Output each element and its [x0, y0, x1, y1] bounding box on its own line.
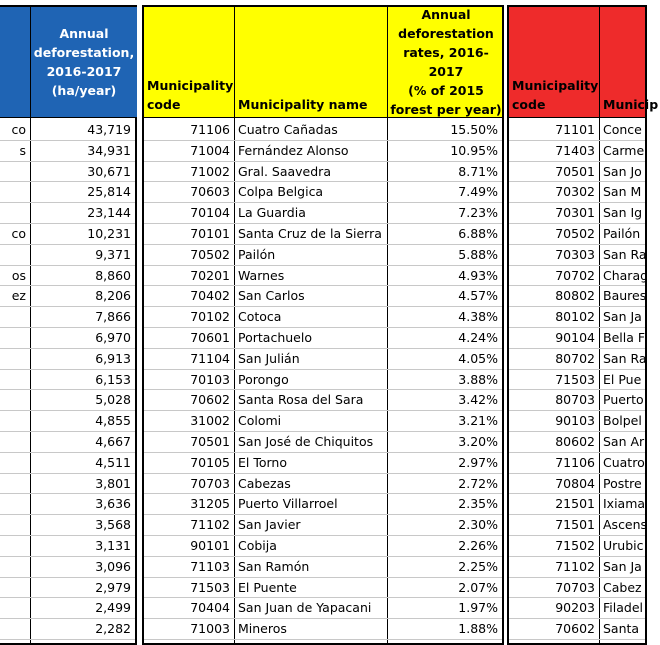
- table-row: [144, 328, 502, 349]
- municipality-name-cell: Filadel: [603, 600, 643, 616]
- municipality-name-cell: Baures: [603, 288, 647, 304]
- table-row: [144, 432, 502, 453]
- municipality-code-cell: 80602: [555, 434, 595, 449]
- middle-header-code: Municipality code: [147, 78, 234, 112]
- table-row: [0, 370, 135, 391]
- municipality-name-cell: Pailón: [238, 246, 276, 262]
- municipality-code-cell: 70103: [190, 371, 230, 387]
- municipality-name-cell: El Torno: [238, 454, 287, 470]
- municipality-name-cell: Santa Cruz de la Sierra: [238, 226, 382, 241]
- table-row: [144, 390, 502, 411]
- municipality-name-cell: Mineros: [238, 621, 287, 637]
- table-row: [0, 619, 135, 640]
- municipality-code-cell: 70804: [555, 475, 595, 491]
- table-row: [144, 370, 502, 391]
- deforestation-rate-cell: 3.88%: [458, 371, 498, 387]
- deforestation-ha-cell: 43,719: [87, 122, 131, 137]
- municipality-name-fragment: [0, 536, 30, 556]
- deforestation-rate-cell: 15.50%: [450, 122, 498, 137]
- deforestation-ha-cell: 25,814: [87, 184, 131, 200]
- table-row: [144, 349, 502, 370]
- municipality-code-cell: 71004: [190, 142, 230, 158]
- table-row: [509, 474, 645, 495]
- deforestation-ha-cell: 3,568: [95, 517, 131, 533]
- municipality-name-fragment: [0, 578, 30, 598]
- deforestation-rate-cell: 4.24%: [458, 330, 498, 345]
- municipality-name-cell: San Ar: [603, 434, 645, 449]
- table-row: [509, 141, 645, 162]
- table-row: [509, 120, 645, 141]
- table-row: [144, 286, 502, 307]
- middle-header-name: Municipality name: [238, 97, 368, 112]
- table-row: [144, 598, 502, 619]
- deforestation-rate-cell: 3.20%: [458, 434, 498, 449]
- municipality-name-fragment: [0, 598, 30, 618]
- table-row: [144, 307, 502, 328]
- municipality-code-cell: 70703: [555, 579, 595, 595]
- municipality-name-cell: Charag: [603, 267, 649, 283]
- municipality-name-fragment: [0, 474, 30, 494]
- deforestation-ha-cell: 6,153: [95, 371, 131, 387]
- deforestation-ha-cell: 3,096: [95, 558, 131, 574]
- table-row: [0, 474, 135, 495]
- table-row: [509, 557, 645, 578]
- municipality-name-cell: Cuatro: [603, 454, 645, 470]
- table-row: [0, 162, 135, 183]
- deforestation-rate-cell: 2.26%: [458, 538, 498, 553]
- municipality-code-cell: 71106: [190, 122, 230, 137]
- deforestation-rate-cell: 10.95%: [450, 142, 498, 158]
- municipality-code-cell: 70501: [555, 163, 595, 179]
- municipality-name-cell: Porongo: [238, 371, 289, 387]
- deforestation-rate-cell: 4.57%: [458, 288, 498, 304]
- middle-header-rate: Annual deforestation rates, 2016-2017 (% of 2015 forest per year): [390, 7, 502, 117]
- municipality-code-cell: 70201: [190, 267, 230, 283]
- deforestation-ha-cell: 6,970: [95, 330, 131, 345]
- deforestation-rate-cell: 4.05%: [458, 350, 498, 366]
- deforestation-ha-cell: 4,667: [95, 434, 131, 449]
- municipality-code-cell: 70601: [190, 330, 230, 345]
- deforestation-ha-cell: 2,282: [95, 621, 131, 637]
- municipality-name-cell: La Guardia: [238, 205, 306, 221]
- table-row: [509, 370, 645, 391]
- municipality-code-cell: 71002: [190, 163, 230, 179]
- municipality-code-cell: 70703: [190, 475, 230, 491]
- municipality-code-cell: 70104: [190, 205, 230, 221]
- table-row: [0, 411, 135, 432]
- table-row: [0, 349, 135, 370]
- left-header-col1: [0, 7, 30, 117]
- right-header-name: Municip: [603, 97, 659, 112]
- deforestation-rate-cell: 7.23%: [458, 205, 498, 221]
- municipality-name-cell: Fernández Alonso: [238, 142, 349, 158]
- table-row: [0, 494, 135, 515]
- table-row: [0, 245, 135, 266]
- municipality-code-cell: 70302: [555, 184, 595, 200]
- municipality-name-cell: Cabezas: [238, 475, 291, 491]
- table-row: [0, 266, 135, 287]
- left-header-deforestation-label: Annual deforestation, 2016-2017 (ha/year): [33, 26, 135, 98]
- table-row: [509, 515, 648, 536]
- municipality-code-cell: 90103: [555, 413, 595, 429]
- municipality-name-cell: Cuatro Cañadas: [238, 122, 338, 137]
- table-row: [144, 578, 502, 599]
- table-row: [0, 432, 135, 453]
- table-row: [509, 411, 645, 432]
- municipality-code-cell: 90101: [190, 538, 230, 553]
- municipality-name-cell: Santa Rosa del Sara: [238, 392, 364, 408]
- municipality-name-fragment: os: [11, 267, 26, 283]
- table-row: [509, 203, 645, 224]
- municipality-name-cell: Cotoca: [238, 309, 282, 325]
- municipality-code-cell: 70603: [190, 184, 230, 200]
- municipality-code-cell: 80802: [555, 288, 595, 304]
- deforestation-rate-cell: 1.97%: [458, 600, 498, 616]
- municipality-name-fragment: [0, 453, 30, 473]
- table-row: [509, 598, 645, 619]
- table-row: [509, 307, 645, 328]
- municipality-name-cell: Santa: [603, 621, 640, 637]
- municipality-name-cell: Ascens: [603, 517, 648, 533]
- municipality-name-cell: Urubic: [603, 538, 644, 553]
- deforestation-rate-cell: 4.93%: [458, 267, 498, 283]
- deforestation-ha-cell: 2,979: [95, 579, 131, 595]
- municipality-name-cell: Postre: [603, 475, 642, 491]
- municipality-name-fragment: co: [11, 226, 26, 241]
- table-row: [144, 453, 502, 474]
- municipality-name-cell: Ixiama: [603, 496, 646, 512]
- municipality-code-cell: 70502: [190, 246, 230, 262]
- municipality-code-cell: 71104: [190, 350, 230, 366]
- municipality-name-cell: San Carlos: [238, 288, 305, 304]
- municipality-name-cell: San José de Chiquitos: [238, 434, 374, 449]
- municipality-name-cell: San M: [603, 184, 642, 200]
- municipality-code-cell: 70602: [555, 621, 595, 637]
- municipality-name-cell: San Ja: [603, 309, 642, 325]
- table-row: [0, 141, 135, 162]
- municipality-name-fragment: [0, 390, 30, 410]
- municipality-name-cell: Warnes: [238, 267, 285, 283]
- deforestation-ha-cell: 6,913: [95, 350, 131, 366]
- table-row: [509, 286, 645, 307]
- table-row: [144, 411, 502, 432]
- municipality-name-cell: San Juan de Yapacani: [238, 600, 372, 616]
- municipality-name-cell: San Javier: [238, 517, 301, 533]
- municipality-name-fragment: [0, 162, 30, 182]
- table-row: [144, 494, 502, 515]
- table-row: [509, 328, 645, 349]
- table-row: [0, 390, 135, 411]
- table-row: [0, 453, 135, 474]
- left-header-col2: [31, 7, 137, 117]
- deforestation-ha-cell: 3,131: [95, 538, 131, 553]
- table-row: [144, 619, 502, 640]
- municipality-name-fragment: ez: [11, 288, 26, 304]
- table-row: [0, 515, 135, 536]
- table-row: [0, 120, 135, 141]
- municipality-name-fragment: [0, 203, 30, 223]
- municipality-name-cell: El Pue: [603, 371, 642, 387]
- right-table: [507, 5, 659, 645]
- table-row: [144, 182, 502, 203]
- municipality-name-cell: San Jo: [603, 163, 642, 179]
- municipality-name-fragment: [0, 619, 30, 639]
- table-row: [509, 536, 645, 557]
- municipality-code-cell: 70602: [190, 392, 230, 408]
- table-row: [509, 266, 649, 287]
- table-row: [0, 307, 135, 328]
- municipality-name-cell: El Puente: [238, 579, 297, 595]
- municipality-name-cell: Colomi: [238, 413, 282, 429]
- municipality-code-cell: 80703: [555, 392, 595, 408]
- municipality-name-fragment: [0, 515, 30, 535]
- deforestation-ha-cell: 23,144: [87, 205, 131, 221]
- deforestation-ha-cell: 4,511: [95, 454, 131, 470]
- municipality-name-cell: San Ramón: [238, 558, 310, 574]
- table-row: [509, 162, 645, 183]
- deforestation-rate-cell: 3.42%: [458, 392, 498, 408]
- middle-table: [142, 5, 504, 645]
- table-row: [0, 536, 135, 557]
- table-row: [509, 578, 645, 599]
- table-row: [144, 515, 502, 536]
- municipality-code-cell: 70303: [555, 246, 595, 262]
- table-row: [144, 141, 502, 162]
- municipality-code-cell: 71106: [555, 454, 595, 470]
- municipality-name-fragment: [0, 494, 30, 514]
- municipality-name-cell: Colpa Belgica: [238, 184, 324, 200]
- municipality-name-cell: San Ja: [603, 558, 642, 574]
- table-row: [509, 453, 645, 474]
- municipality-code-cell: 71502: [555, 538, 595, 553]
- municipality-name-cell: San Julián: [238, 350, 300, 366]
- deforestation-rate-cell: 2.30%: [458, 517, 498, 533]
- municipality-code-cell: 71102: [555, 558, 595, 574]
- municipality-code-cell: 71503: [190, 579, 230, 595]
- municipality-name-fragment: [0, 370, 30, 390]
- deforestation-ha-cell: 10,231: [87, 226, 131, 241]
- table-row: [144, 162, 502, 183]
- deforestation-ha-cell: 3,801: [95, 475, 131, 491]
- deforestation-rate-cell: 5.88%: [458, 246, 498, 262]
- deforestation-ha-cell: 34,931: [87, 142, 131, 158]
- table-row: [0, 182, 135, 203]
- middle-table-header: [144, 7, 502, 118]
- municipality-name-cell: Bolpel: [603, 413, 642, 429]
- table-row: [509, 245, 645, 266]
- deforestation-ha-cell: 8,206: [95, 288, 131, 304]
- municipality-code-cell: 80102: [555, 309, 595, 325]
- table-row: [144, 224, 502, 245]
- deforestation-rate-cell: 1.88%: [458, 621, 498, 637]
- right-header-code: Municipality code: [512, 78, 599, 112]
- municipality-code-cell: 71403: [555, 142, 595, 158]
- deforestation-rate-cell: 2.72%: [458, 475, 498, 491]
- deforestation-rate-cell: 2.35%: [458, 496, 498, 512]
- municipality-name-fragment: [0, 411, 30, 431]
- right-table-header: [509, 7, 659, 118]
- deforestation-rate-cell: 2.97%: [458, 454, 498, 470]
- table-row: [0, 578, 135, 599]
- municipality-code-cell: 21501: [555, 496, 595, 512]
- municipality-code-cell: 71501: [555, 517, 595, 533]
- municipality-name-fragment: [0, 307, 30, 327]
- municipality-name-cell: San Ig: [603, 205, 643, 221]
- deforestation-ha-cell: 2,499: [95, 600, 131, 616]
- municipality-code-cell: 70702: [555, 267, 595, 283]
- municipality-name-fragment: co: [11, 122, 26, 137]
- table-row: [509, 349, 645, 370]
- municipality-code-cell: 31205: [190, 496, 230, 512]
- municipality-code-cell: 70502: [555, 226, 595, 241]
- table-row: [144, 474, 502, 495]
- municipality-code-cell: 70402: [190, 288, 230, 304]
- municipality-name-cell: Puerto Villarroel: [238, 496, 338, 512]
- table-row: [509, 619, 645, 640]
- municipality-code-cell: 70301: [555, 205, 595, 221]
- municipality-code-cell: 90203: [555, 600, 595, 616]
- table-row: [0, 328, 135, 349]
- municipality-name-cell: Pailón: [603, 226, 641, 241]
- table-row: [0, 598, 135, 619]
- deforestation-rate-cell: 6.88%: [458, 226, 498, 241]
- municipality-name-cell: Conce: [603, 122, 642, 137]
- municipality-name-fragment: [0, 328, 30, 348]
- table-row: [509, 432, 645, 453]
- table-row: [509, 494, 645, 515]
- municipality-name-fragment: [0, 557, 30, 577]
- table-row: [144, 203, 502, 224]
- municipality-code-cell: 71503: [555, 371, 595, 387]
- table-row: [509, 224, 645, 245]
- deforestation-ha-cell: 7,866: [95, 309, 131, 325]
- deforestation-rate-cell: 2.07%: [458, 579, 498, 595]
- municipality-code-cell: 71102: [190, 517, 230, 533]
- municipality-name-cell: Cobija: [238, 538, 277, 553]
- deforestation-rate-cell: 4.38%: [458, 309, 498, 325]
- municipality-code-cell: 71103: [190, 558, 230, 574]
- municipality-name-cell: Carme: [603, 142, 645, 158]
- table-row: [144, 120, 502, 141]
- deforestation-ha-cell: 3,636: [95, 496, 131, 512]
- municipality-name-fragment: s: [19, 142, 26, 158]
- table-row: [0, 224, 135, 245]
- municipality-name-cell: Gral. Saavedra: [238, 163, 331, 179]
- deforestation-rate-cell: 8.71%: [458, 163, 498, 179]
- municipality-code-cell: 70501: [190, 434, 230, 449]
- municipality-name-cell: San Ra: [603, 246, 647, 262]
- left-table-header: [0, 7, 135, 118]
- municipality-name-fragment: [0, 245, 30, 265]
- municipality-name-fragment: [0, 349, 30, 369]
- municipality-code-cell: 31002: [190, 413, 230, 429]
- deforestation-rate-cell: 3.21%: [458, 413, 498, 429]
- municipality-name-cell: Portachuelo: [238, 330, 312, 345]
- table-row: [0, 203, 135, 224]
- municipality-name-cell: Cabez: [603, 579, 642, 595]
- table-row: [144, 557, 502, 578]
- deforestation-rate-cell: 7.49%: [458, 184, 498, 200]
- municipality-code-cell: 70101: [190, 226, 230, 241]
- municipality-name-cell: San Ra: [603, 350, 647, 366]
- deforestation-ha-cell: 5,028: [95, 392, 131, 408]
- deforestation-ha-cell: 4,855: [95, 413, 131, 429]
- deforestation-ha-cell: 9,371: [95, 246, 131, 262]
- table-row: [144, 266, 502, 287]
- left-table: [0, 5, 137, 645]
- table-row: [0, 557, 135, 578]
- deforestation-ha-cell: 30,671: [87, 163, 131, 179]
- table-row: [144, 536, 502, 557]
- municipality-code-cell: 71003: [190, 621, 230, 637]
- municipality-name-cell: Bella F: [603, 330, 646, 345]
- municipality-code-cell: 70102: [190, 309, 230, 325]
- table-row: [509, 390, 645, 411]
- table-row: [0, 286, 135, 307]
- municipality-code-cell: 71101: [555, 122, 595, 137]
- deforestation-ha-cell: 8,860: [95, 267, 131, 283]
- municipality-code-cell: 80702: [555, 350, 595, 366]
- municipality-code-cell: 70105: [190, 454, 230, 470]
- municipality-name-fragment: [0, 182, 30, 202]
- municipality-name-fragment: [0, 432, 30, 452]
- municipality-code-cell: 70404: [190, 600, 230, 616]
- table-row: [144, 245, 502, 266]
- table-row: [509, 182, 645, 203]
- municipality-name-cell: Puerto: [603, 392, 644, 408]
- municipality-code-cell: 90104: [555, 330, 595, 345]
- deforestation-rate-cell: 2.25%: [458, 558, 498, 574]
